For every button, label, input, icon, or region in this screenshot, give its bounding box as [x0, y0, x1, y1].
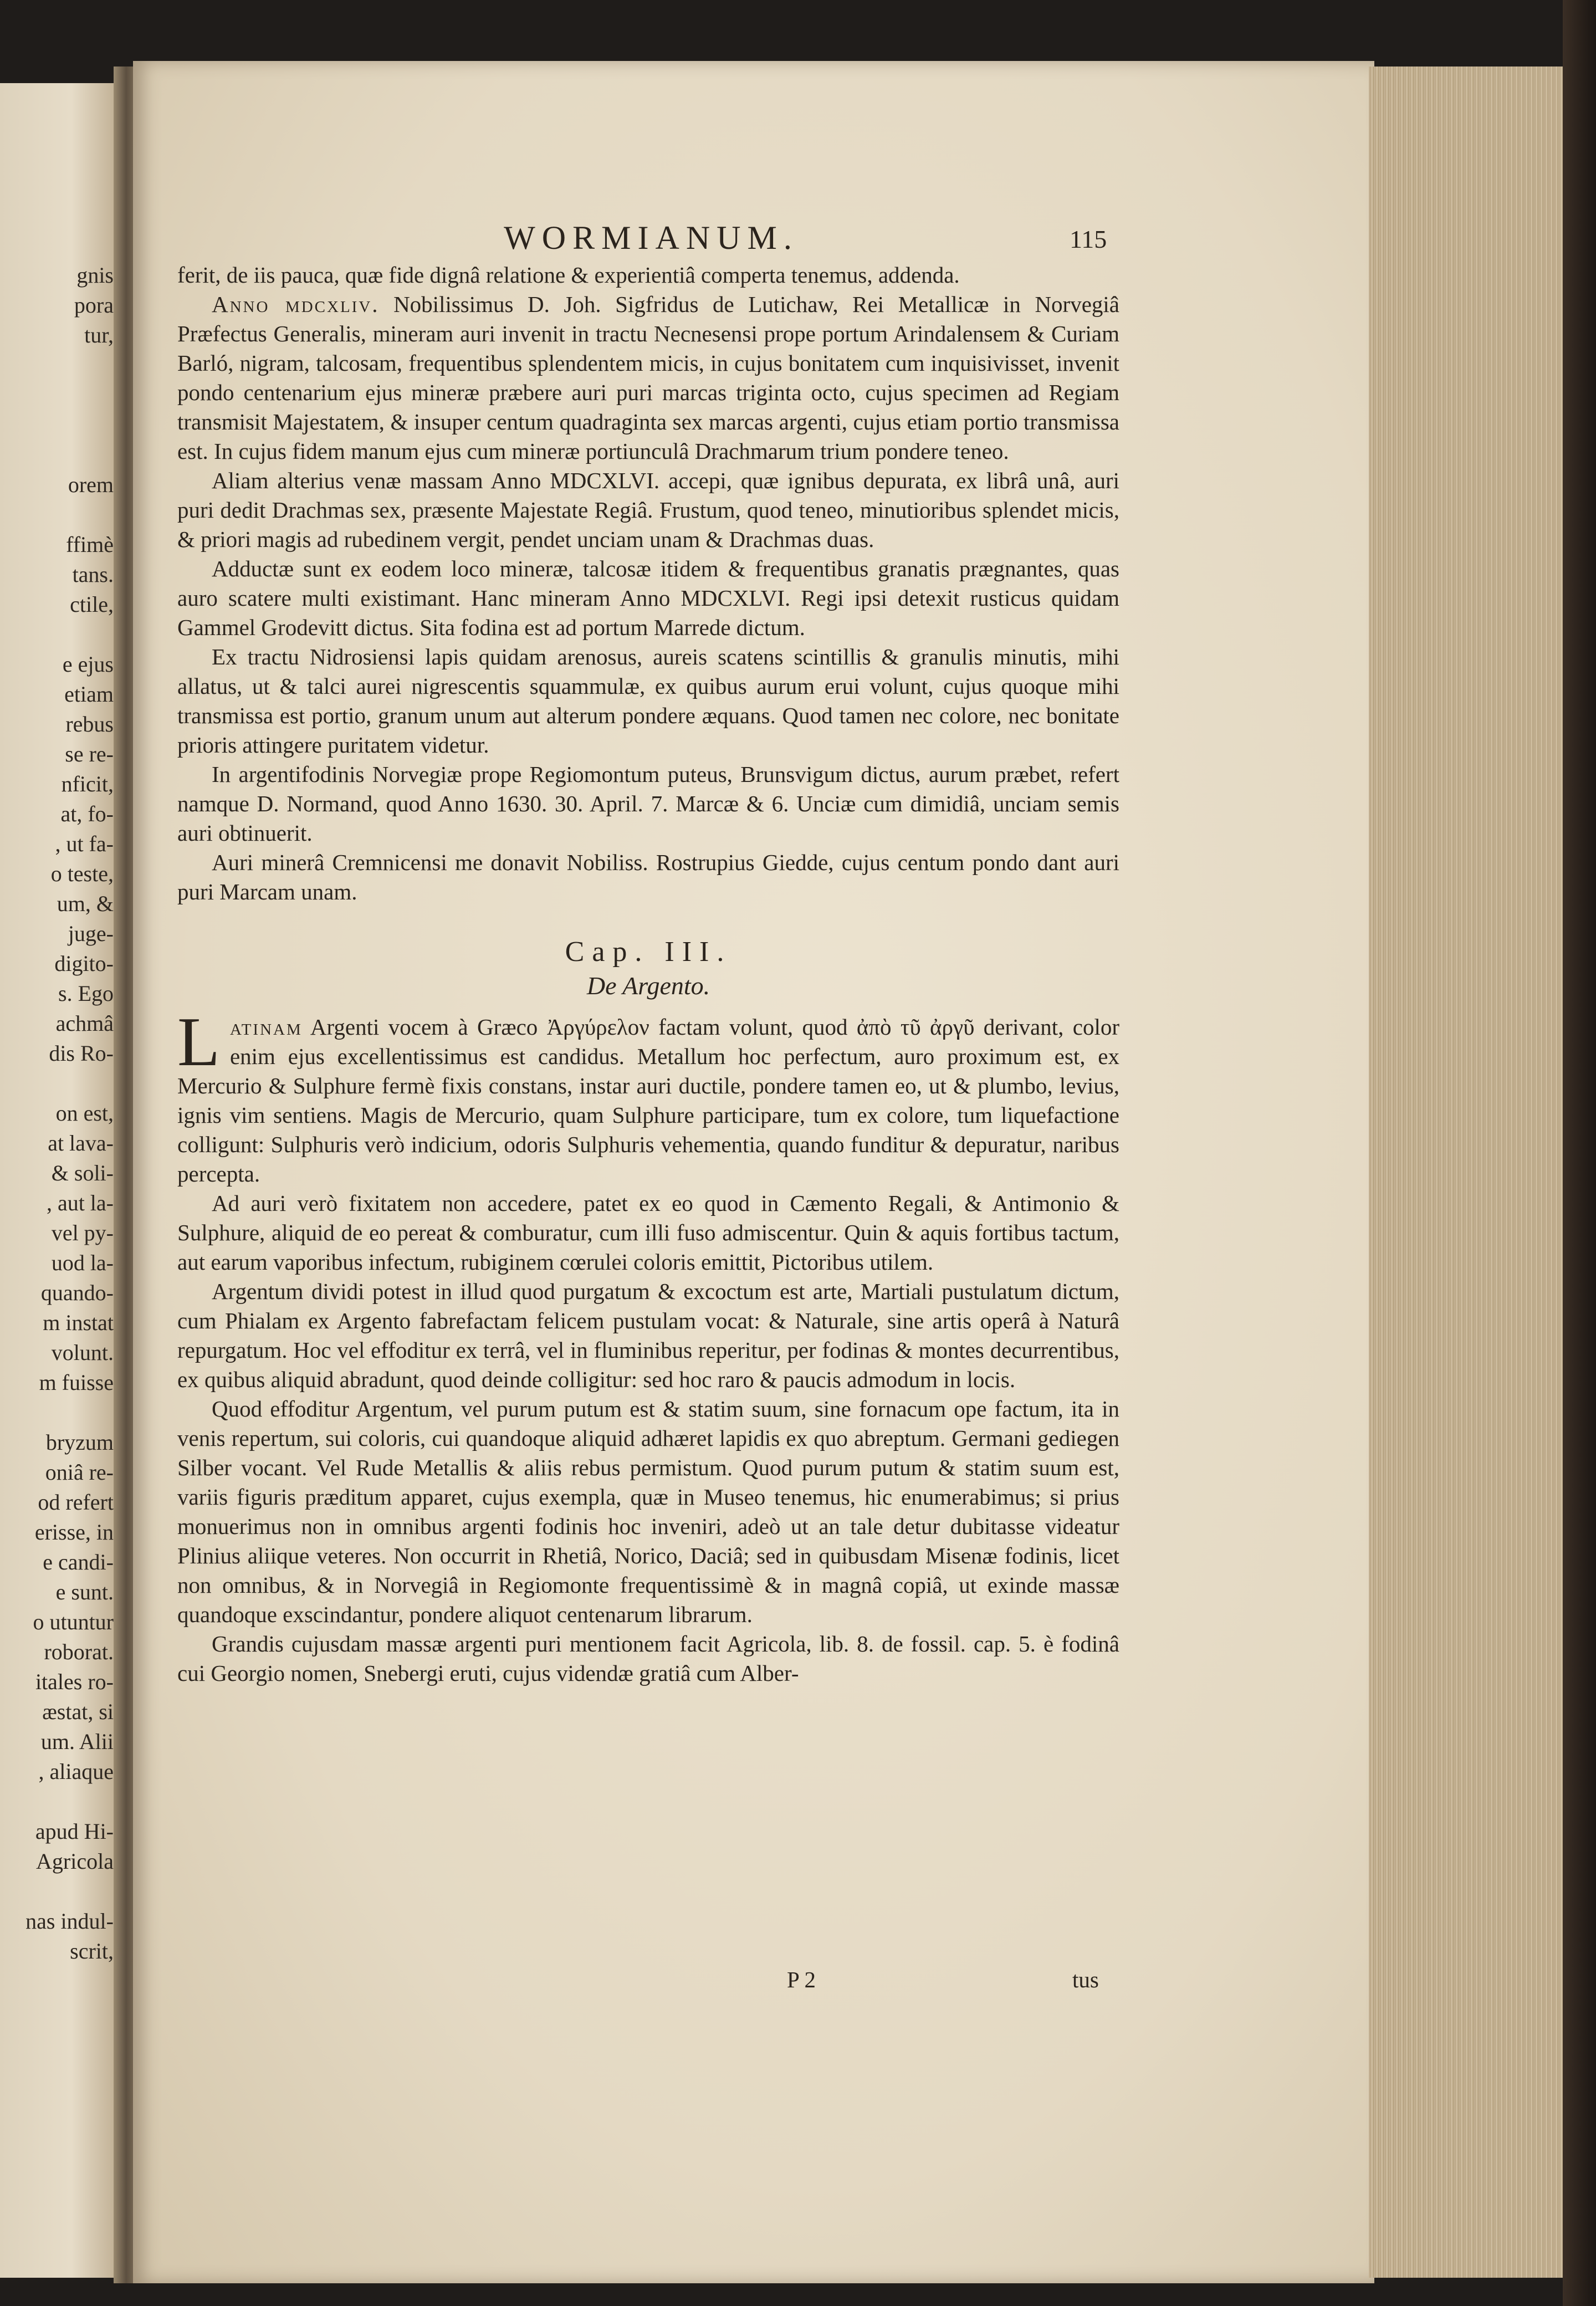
left-page-fragment: ffimè — [66, 532, 114, 557]
left-page-fragment — [0, 1876, 114, 1906]
left-page-fragment: , aut la- — [46, 1190, 114, 1215]
left-page-fragment — [0, 1787, 114, 1817]
left-page-fragment: juge- — [68, 921, 114, 946]
left-page-fragment: uod la- — [51, 1250, 114, 1275]
left-page-fragment: at, fo- — [60, 801, 114, 826]
left-page-fragment: e ejus — [62, 652, 114, 677]
left-page-fragment: digito- — [54, 951, 114, 976]
left-page-fragment: um, & — [57, 891, 114, 916]
running-head: WORMIANUM. — [504, 219, 799, 256]
chapter-subtitle: De Argento. — [586, 972, 710, 1000]
left-page-fragment: e sunt. — [55, 1579, 114, 1604]
left-page-fragment: o utuntur — [33, 1609, 114, 1634]
left-page-fragment: erisse, in — [34, 1520, 114, 1545]
left-page-fragment: s. Ego — [58, 981, 114, 1006]
left-page-fragment: m instat — [43, 1310, 114, 1335]
paragraph: Anno mdcxliv. Nobilissimus D. Joh. Sigfridus de Lutichaw, Rei Metallicæ in Norvegiâ Præfectus Generalis, mineram auri invenit in tractu Necnesensi prope portum Arindalensem & Curiam Barló, nigram, talcosam, frequentibus splendentem micis, in cujus bonitatem cum inquisivisset, invenit pondo centenarium ejus mineræ præbere auri puri marcas triginta octo, cujus specimen ad Regiam transmisit Majestatem, & insuper centum quadraginta sex marcas argenti, cujus etiam portio transmissa est. In cujus fidem manum ejus cum mineræ portiunculâ Drachmarum trium pondere teneo. — [177, 292, 1119, 464]
left-page-fragment — [0, 350, 114, 380]
left-page-fragment: , ut fa- — [55, 831, 114, 856]
left-page-fragment — [0, 380, 114, 410]
left-page-fragment: tur, — [84, 323, 114, 347]
left-page-fragment: pora — [74, 293, 114, 318]
left-page-fragment: æstat, si — [42, 1699, 114, 1724]
left-page-fragment: dis Ro- — [49, 1041, 114, 1066]
page-number: 115 — [1070, 225, 1107, 253]
left-page-fragment: gnis — [76, 263, 114, 288]
left-page-fragment: bryzum — [45, 1430, 114, 1455]
left-page-fragment: nas indul- — [25, 1909, 114, 1934]
page-body — [177, 260, 1119, 1688]
left-page-fragment — [0, 1068, 114, 1098]
left-page-fragment: se re- — [65, 742, 114, 766]
left-page-fragment: volunt. — [51, 1340, 114, 1365]
left-page-fragment: apud Hi- — [35, 1819, 114, 1844]
paragraph: ferit, de iis pauca, quæ fide dignâ relatione & experientiâ comperta tenemus, addenda. — [177, 262, 960, 288]
left-page-fragment: on est, — [55, 1101, 114, 1126]
paragraph: Quod effoditur Argentum, vel purum putum est & statim suum, sine fornacum ope factum, ita in venis repertum, sui coloris, cui quandoque aliquid adhæret lapidis ex quo abreptum. Germani gediegen Silber vocant. Vel Rude Metallis & aliis rebus permistum. Quod purum putum & statim suum est, variis figuris præditum apparet, cujus exempla, quæ in Museo tenemus, hic enumerabimus; si prius monuerimus non in omnibus argenti fodinis hoc inveniri, adeò ut an tale detur dubitasse videatur Plinius aliique veteres. Non occurrit in Rhetiâ, Norico, Daciâ; sed in quibusdam Misenæ fodinis, licet non omnibus, & in Norvegiâ in Regiomonte frequentissimè & in magnâ copiâ, ut exinde massæ quandoque exscindantur, pondere aliquot centenarum librarum. — [177, 1396, 1119, 1627]
catchword: tus — [1072, 1967, 1099, 1992]
left-page-fragment: scrit, — [70, 1939, 114, 1964]
left-page-fragment: tans. — [72, 562, 114, 587]
left-page-fragment: um. Alii — [40, 1729, 114, 1754]
left-page-fragment — [0, 500, 114, 530]
left-page-fragment: nficit, — [61, 771, 114, 796]
left-page-fragment: o teste, — [50, 861, 114, 886]
paragraph: Latinam Argenti vocem à Græco Ἀργύρελον factam volunt, quod ἀπὸ τῦ ἀργῦ derivant, color enim ejus excellentissimus est candidus. Metallum hoc perfectum, auro proximum est, ex Mercurio & Sulphure fermè fixis constans, instar auri ductile, pondere tamen eo, ut & plumbo, levius, ignis vim sentiens. Magis de Mercurio, quam Sulphure participare, tum ex colore, tum liquefactione colligunt: Sulphuris verò indicium, odoris Sulphuris vehementia, quando funditur & depuratur, naribus percepta. — [177, 1004, 1119, 1187]
paragraph: Argentum dividi potest in illud quod purgatum & excoctum est arte, Martiali pustulatum dictum, cum Phialam ex Argento fabrefactam felicem pustulam vocat: & Naturale, sine artis operâ à Naturâ repurgatum. Hoc vel effoditur ex terrâ, vel in fluminibus reperitur, per fodinas & montes decurrentibus, ex quibus aliquid abradunt, quod deinde colligitur: sed hoc raro & paucis admodum in locis. — [177, 1279, 1119, 1392]
left-page-fragment: orem — [68, 472, 114, 497]
left-page-fragment: Agricola — [36, 1849, 114, 1874]
left-page-fragment — [0, 410, 114, 440]
paragraph: Auri minerâ Cremnicensi me donavit Nobiliss. Rostrupius Giedde, cujus centum pondo dant auri puri Marcam unam. — [177, 850, 1119, 904]
paragraph: Aliam alterius venæ massam Anno MDCXLVI. accepi, quæ ignibus depurata, ex librâ unâ, auri puri dedit Drachmas sex, præsente Majestate Regiâ. Frustum, quod teneo, minutioribus splendet micis, & priori magis ad rubedinem vergit, pendet unciam unam & Drachmas duas. — [177, 468, 1119, 552]
paragraph: Ad auri verò fixitatem non accedere, patet ex eo quod in Cæmento Regali, & Antimonio & Sulphure, aliquid de eo pereat & comburatur, cum illi fuso admiscentur. Quin & aquis fortibus tactum, aut earum vaporibus infectum, rubiginem cœrulei coloris emittit, Pictoribus utilem. — [177, 1190, 1119, 1275]
left-page-fragment: roborat. — [44, 1639, 114, 1664]
left-page-fragment: rebus — [65, 712, 114, 737]
paragraph: In argentifodinis Norvegiæ prope Regiomontum puteus, Brunsvigum dictus, aurum præbet, refert namque D. Normand, quod Anno 1630. 30. April. 7. Marcæ & 6. Unciæ cum dimidiâ, unciam semis auri obtinuerit. — [177, 761, 1119, 846]
drop-cap: L — [177, 1004, 220, 1081]
left-page-fragment: e candi- — [43, 1550, 114, 1574]
left-page-fragment: od refert — [38, 1490, 114, 1515]
paragraph: Adductæ sunt ex eodem loco mineræ, talcosæ itidem & frequentibus granatis prægnantes, quas auro scatere multi existimant. Hanc mineram Anno MDCXLVI. Regi ipsi detexit rusticus quidam Gammel Grodevitt dictus. Sita fodina est ad portum Marrede dictum. — [177, 556, 1119, 640]
left-page-fragment: m fuisse — [39, 1370, 114, 1395]
paragraph: Ex tractu Nidrosiensi lapis quidam arenosus, aureis scatens scintillis & granulis minutis, mihi allatus, ut & talci aurei nigrescentis squammulæ, ex quibus aurum erui volunt, cujus quoque mihi transmissa est portio, granum unum aut alterum pondere æquans. Quod tamen nec colore, nec bonitate prioris attingere puritatem videtur. — [177, 644, 1119, 758]
left-page-fragment: quando- — [40, 1280, 114, 1305]
left-page-fragment: at lava- — [48, 1131, 114, 1155]
left-page-fragment — [0, 1398, 114, 1428]
chapter-heading: Cap. III. — [565, 936, 732, 968]
signature-mark: P 2 — [787, 1967, 816, 1992]
left-page-fragment: , aliaque — [38, 1759, 114, 1784]
left-page-fragment: ctile, — [70, 592, 114, 617]
book-cover-edge — [1563, 0, 1596, 2306]
left-page-fragments — [0, 260, 114, 1966]
left-page-fragment — [0, 620, 114, 650]
page-edges — [1369, 67, 1568, 2278]
left-page-fragment: etiam — [64, 682, 114, 707]
left-page-fragment: vel py- — [51, 1220, 114, 1245]
left-page-fragment: itales ro- — [35, 1669, 114, 1694]
left-page-fragment: & soli- — [51, 1160, 114, 1185]
paragraph: Grandis cujusdam massæ argenti puri mentionem facit Agricola, lib. 8. de fossil. cap. 5. è fodinâ cui Georgio nomen, Snebergi eruti, cujus videndæ gratiâ cum Alber- — [177, 1631, 1119, 1686]
left-page-fragment: oniâ re- — [45, 1460, 114, 1485]
left-page-fragment: achmâ — [55, 1011, 114, 1036]
left-page-fragment — [0, 440, 114, 470]
